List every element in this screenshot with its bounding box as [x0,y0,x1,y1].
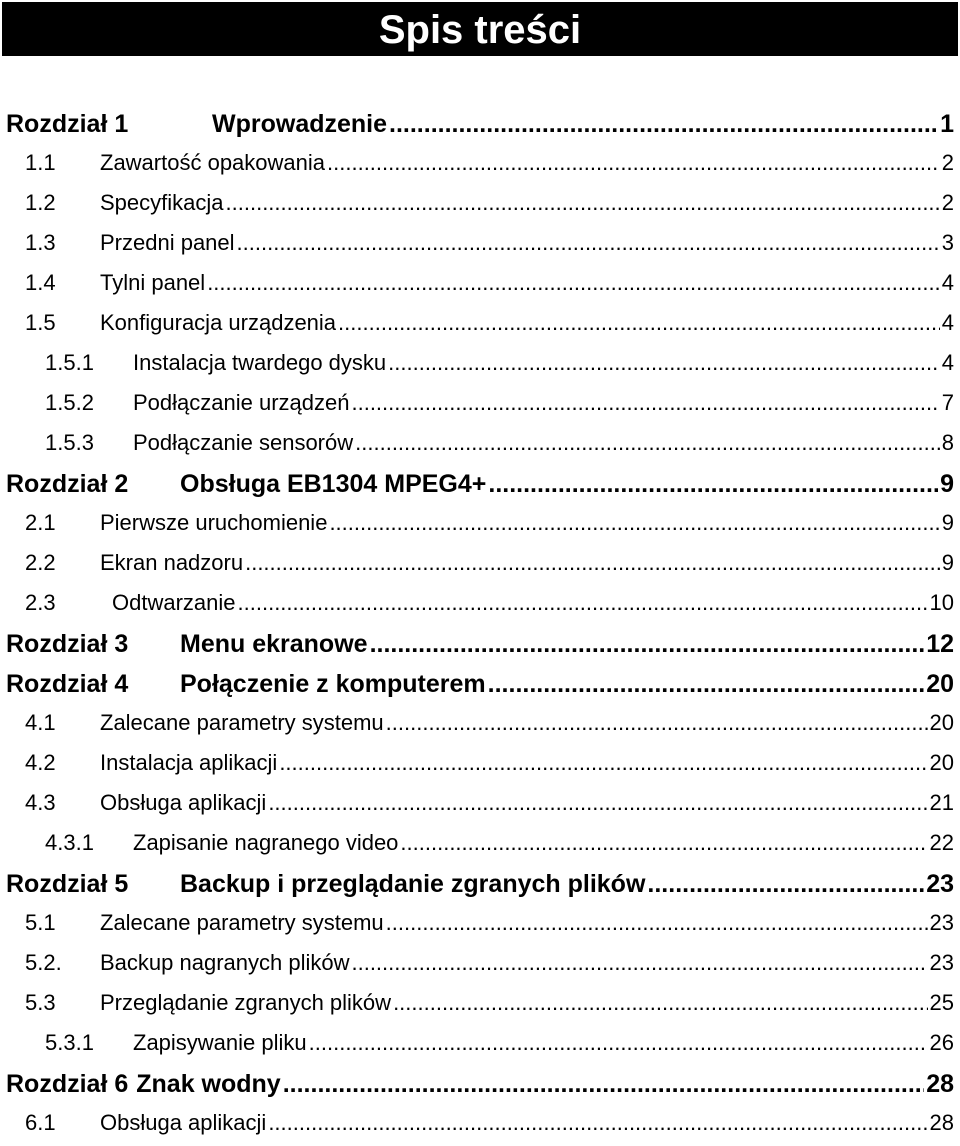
toc-entry-title: Specyfikacja [100,190,224,215]
toc-entry[interactable] [0,1110,960,1146]
toc-entry-number: 1.5 [25,310,56,335]
toc-entry-number: 1.3 [25,230,56,255]
toc-entry-number: 1.5.1 [45,350,94,375]
toc-entry-page: 8 [941,430,954,455]
toc-entry-number: 2.2 [25,550,56,575]
toc-entry-number: Rozdział 1 [6,110,129,138]
toc-entry-number: Rozdział 3 [6,630,129,658]
toc-entry-title: Zapisanie nagranego video [133,830,399,855]
toc-entry-title: Instalacja twardego dysku [133,350,387,375]
toc-entry[interactable] [0,790,960,826]
toc-entry-title: Tylni panel [100,270,206,295]
toc-entry[interactable] [0,910,960,946]
toc-entry-title: Znak wodny [136,1070,281,1098]
toc-entry-title: Obsługa EB1304 MPEG4+ [180,470,487,498]
dot-leader [327,150,940,176]
toc-entry[interactable] [0,830,960,866]
dot-leader [388,350,940,376]
toc-entry-number: 4.3.1 [45,830,94,855]
toc-entry-page: 21 [929,790,954,815]
toc-entry[interactable] [0,230,960,266]
toc-entry-page: 4 [941,270,954,295]
toc-entry[interactable] [0,670,960,706]
toc-entry-page: 20 [929,750,954,775]
toc-entry-page: 9 [941,550,954,575]
dot-leader [283,1070,924,1099]
toc-entry-page: 25 [929,990,954,1015]
toc-entry-page: 2 [941,190,954,215]
toc-entry-title: Backup nagranych plików [100,950,350,975]
toc-entry[interactable] [0,110,960,146]
toc-entry[interactable] [0,870,960,906]
toc-entry-number: 1.5.3 [45,430,94,455]
toc-entry[interactable] [0,590,960,626]
toc-entry[interactable] [0,430,960,466]
dot-leader [488,470,938,499]
toc-entry-title: Instalacja aplikacji [100,750,278,775]
toc-entry-number: 5.3 [25,990,56,1015]
toc-entry-page: 23 [929,910,954,935]
toc-entry-page: 2 [941,150,954,175]
toc-entry-number: 5.1 [25,910,56,935]
toc-entry-page: 9 [940,470,954,498]
toc-entry[interactable] [0,150,960,186]
dot-leader [329,510,939,536]
dot-leader [268,790,927,816]
dot-leader [226,190,940,216]
toc-entry-title: Podłączanie sensorów [133,430,354,455]
toc-entry[interactable] [0,1030,960,1066]
toc-entry-page: 22 [929,830,954,855]
toc-entry-title: Odtwarzanie [112,590,236,615]
toc-entry[interactable] [0,630,960,666]
dot-leader [351,390,939,416]
toc-entry[interactable] [0,390,960,426]
toc-entry-page: 12 [926,630,954,658]
dot-leader [386,710,928,736]
toc-entry-title: Przeglądanie zgranych plików [100,990,392,1015]
toc-entry[interactable] [0,510,960,546]
dot-leader [370,630,925,659]
toc-entry-page: 28 [929,1110,954,1135]
dot-leader [238,590,928,616]
toc-entry-number: 5.3.1 [45,1030,94,1055]
toc-entry[interactable] [0,750,960,786]
dot-leader [338,310,940,336]
dot-leader [245,550,940,576]
toc-entry-number: 1.2 [25,190,56,215]
toc-entry-number: 5.2. [25,950,62,975]
dot-leader [488,670,925,699]
dot-leader [389,110,938,139]
dot-leader [393,990,927,1016]
toc-entry-number: Rozdział 5 [6,870,129,898]
toc-entry-title: Zapisywanie pliku [133,1030,307,1055]
toc-entry-number: 4.1 [25,710,56,735]
toc-entry-number: 6.1 [25,1110,56,1135]
toc-entry-page: 4 [941,350,954,375]
title-bar [2,2,958,56]
toc-entry-title: Zawartość opakowania [100,150,326,175]
toc-entry-title: Połączenie z komputerem [180,670,486,698]
toc-entry[interactable] [0,1070,960,1106]
toc-entry-number: 4.2 [25,750,56,775]
toc-entry-page: 4 [941,310,954,335]
toc-entry-page: 23 [926,870,954,898]
dot-leader [386,910,928,936]
toc-entry[interactable] [0,310,960,346]
toc-entry-page: 20 [929,710,954,735]
toc-entry-page: 10 [929,590,954,615]
toc-entry-number: 4.3 [25,790,56,815]
toc-entry[interactable] [0,270,960,306]
toc-entry-number: 2.1 [25,510,56,535]
toc-entry-title: Wprowadzenie [212,110,388,138]
toc-entry-page: 3 [941,230,954,255]
toc-entry-title: Pierwsze uruchomienie [100,510,328,535]
toc-entry-title: Konfiguracja urządzenia [100,310,337,335]
toc-entry-title: Backup i przeglądanie zgranych plików [180,870,646,898]
page-title: Spis treści [378,8,582,52]
toc-entry[interactable] [0,550,960,586]
dot-leader [268,1110,927,1136]
toc-entry-number: 2.3 [25,590,56,615]
toc-entry-number: Rozdział 4 [6,670,129,698]
toc-entry[interactable] [0,710,960,746]
dot-leader [207,270,940,296]
toc-entry-title: Obsługa aplikacji [100,790,267,815]
toc-entry-title: Podłączanie urządzeń [133,390,350,415]
toc-entry-number: 1.5.2 [45,390,94,415]
toc-entry[interactable] [0,190,960,226]
toc-entry-number: 1.1 [25,150,56,175]
toc-entry-page: 28 [926,1070,954,1098]
toc-entry-title: Zalecane parametry systemu [100,710,384,735]
toc-entry-number: 1.4 [25,270,56,295]
dot-leader [309,1030,928,1056]
toc-entry-title: Przedni panel [100,230,235,255]
toc-entry[interactable] [0,470,960,506]
toc-entry-page: 9 [941,510,954,535]
toc-entry-page: 23 [929,950,954,975]
toc-entry-page: 7 [941,390,954,415]
toc-entry-page: 1 [940,110,954,138]
dot-leader [355,430,940,456]
toc-entry[interactable] [0,350,960,386]
toc-entry-number: Rozdział 2 [6,470,129,498]
toc-entry-number: Rozdział 6 [6,1070,129,1098]
dot-leader [647,870,924,899]
toc-entry-title: Obsługa aplikacji [100,1110,267,1135]
dot-leader [400,830,927,856]
toc-entry-page: 26 [929,1030,954,1055]
dot-leader [237,230,940,256]
toc-entry-title: Menu ekranowe [180,630,368,658]
toc-entry-title: Ekran nadzoru [100,550,244,575]
dot-leader [279,750,927,776]
dot-leader [351,950,927,976]
toc-entry[interactable] [0,950,960,986]
toc-entry-title: Zalecane parametry systemu [100,910,384,935]
toc-entry[interactable] [0,990,960,1026]
toc-entry-page: 20 [926,670,954,698]
